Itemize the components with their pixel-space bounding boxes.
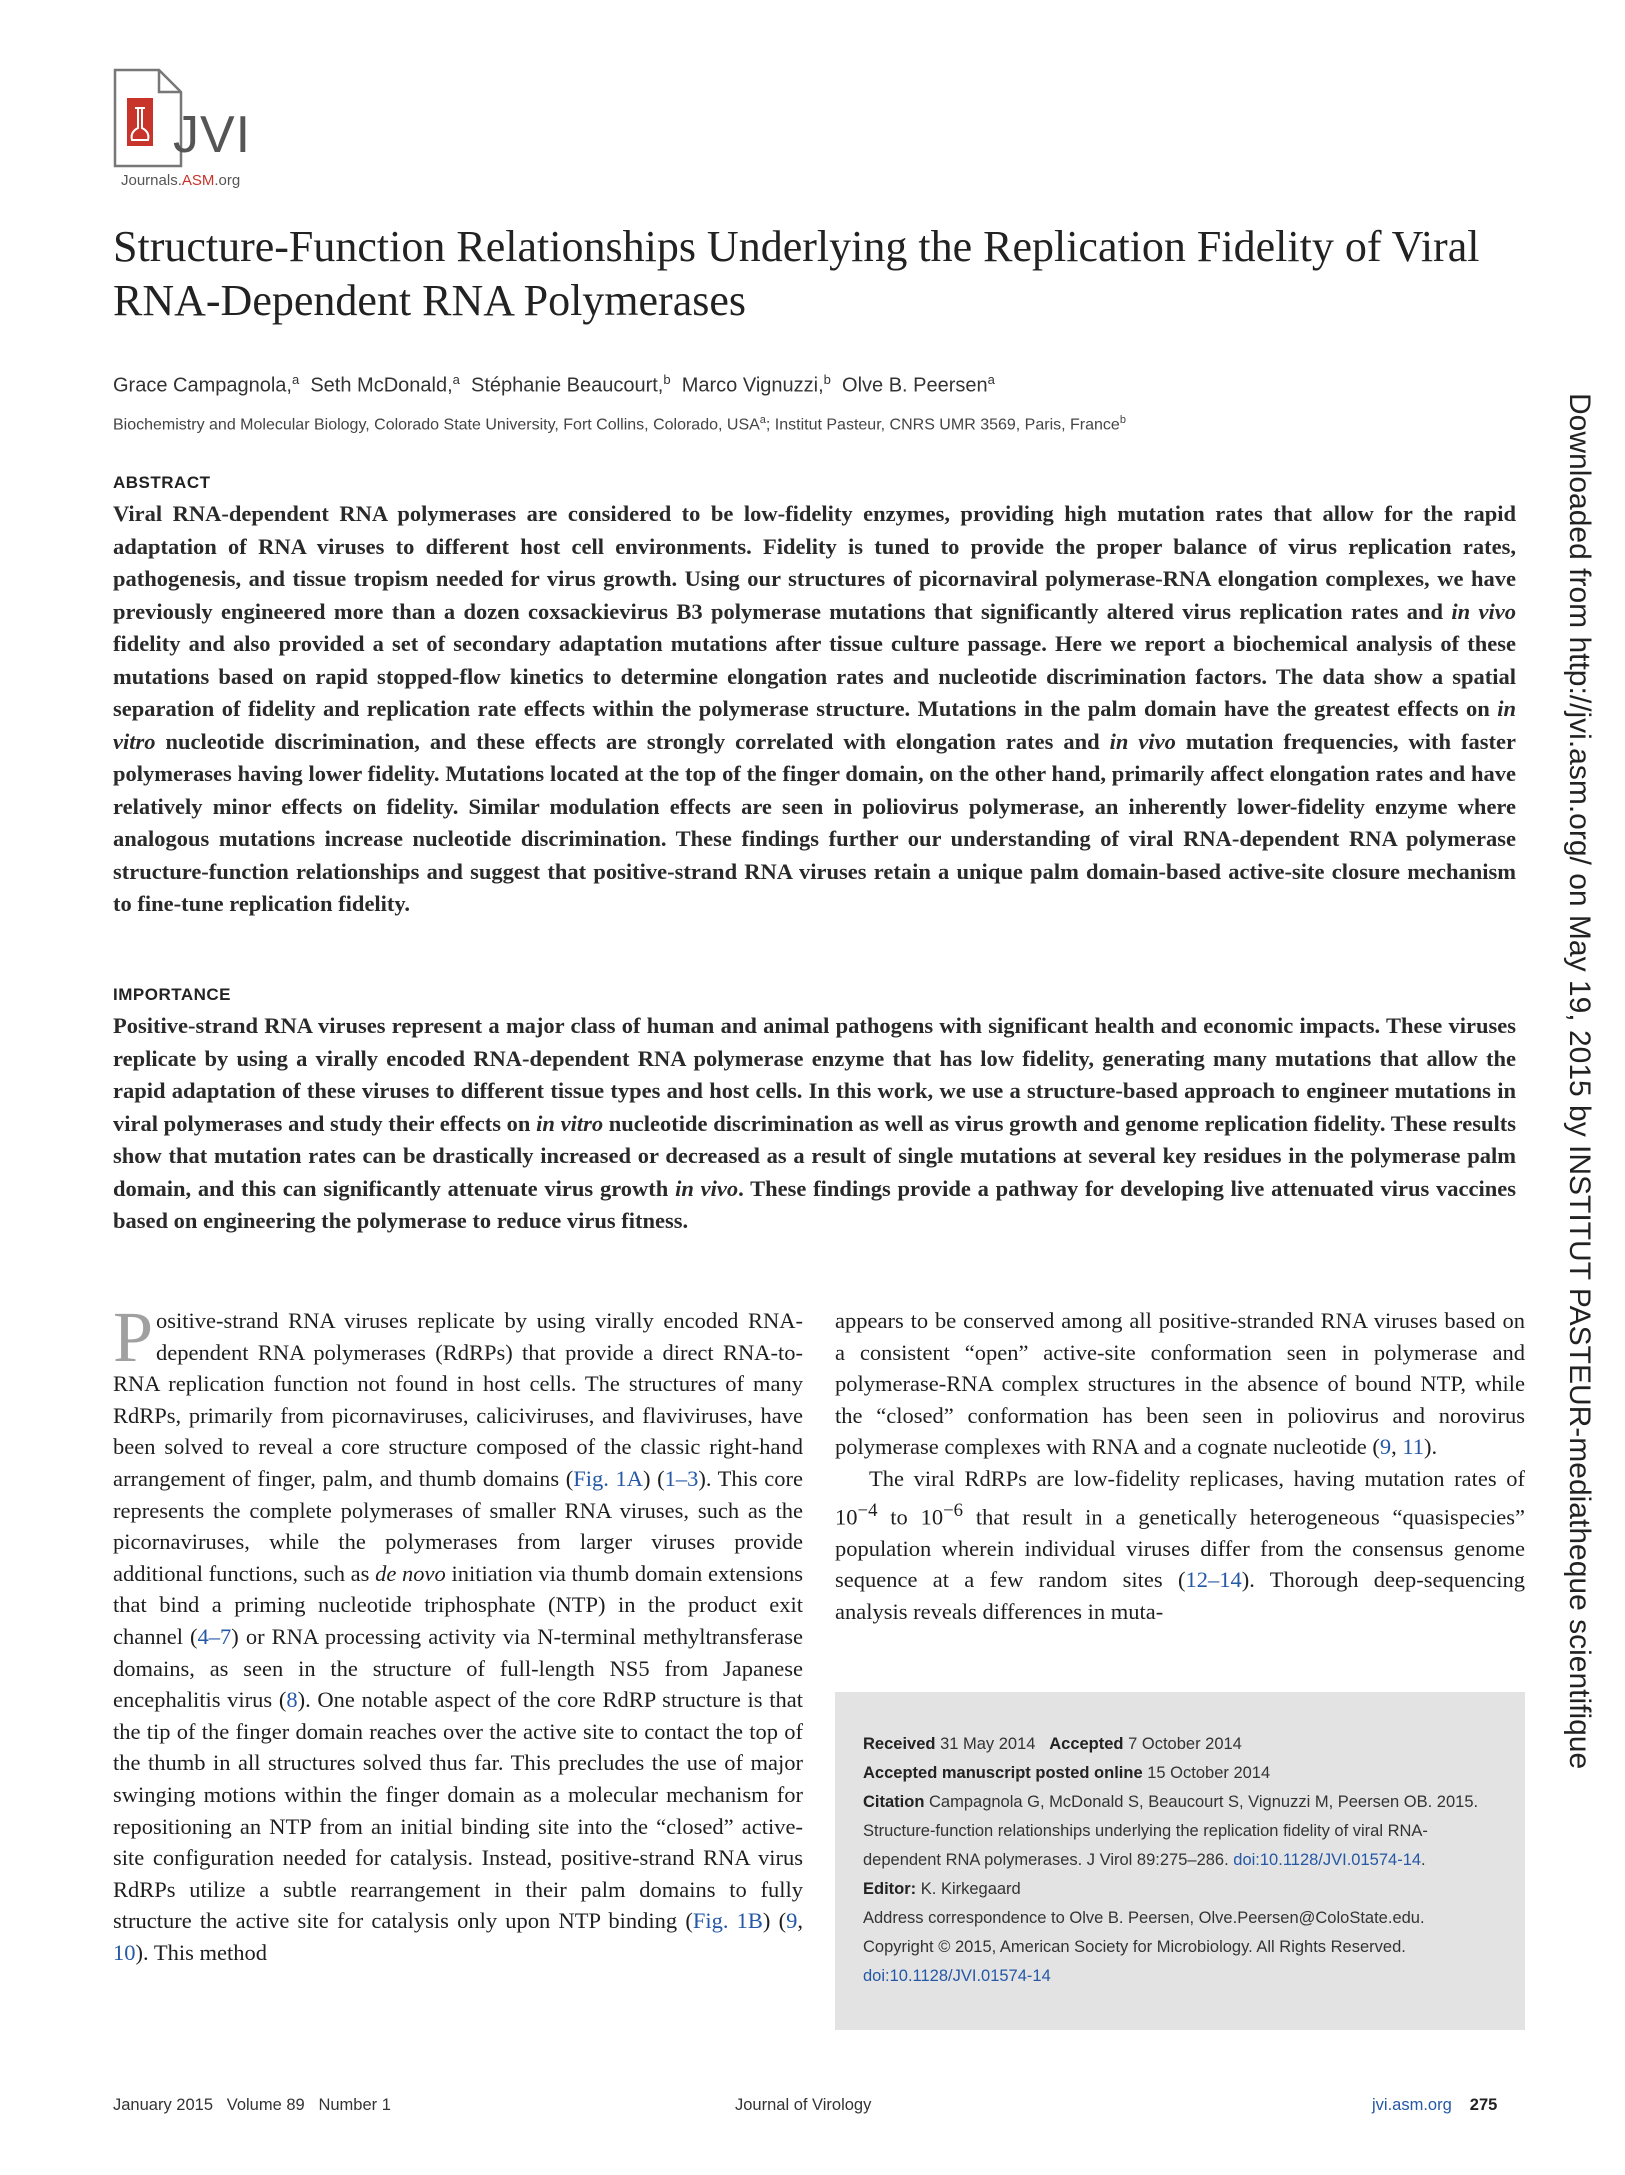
author-name: Grace Campagnola,: [113, 374, 292, 397]
body-paragraph: appears to be conserved among all positive-stranded RNA viruses based on a consistent “open” active-site conformation seen in polymerase and polymerase-RNA complex structures in the absence of bound NTP, while the “closed” conformation has been seen in poliovirus and norovirus polymerase complexes with RNA and a cognate nucleotide (9, 11).: [835, 1308, 1525, 1460]
reference-link[interactable]: 9: [786, 1908, 798, 1934]
figure-link[interactable]: Fig. 1A: [573, 1465, 643, 1491]
footer-journal: Journal of Virology: [735, 2096, 872, 2114]
logo-site: Journals.ASM.org: [121, 172, 241, 189]
reference-link[interactable]: 9: [1379, 1434, 1392, 1460]
body-paragraph: Positive-strand RNA viruses replicate by using virally encoded RNA-dependent RNA polymerases (RdRPs) that provide a direct RNA-to-RNA replication function not found in host cells. The structures of many RdRPs, primarily from picornaviruses, caliciviruses, and flaviviruses, have been solved to reveal a core structure composed of the classic right-hand arrangement of finger, palm, and thumb domains (Fig. 1A) (1–3). This core represents the complete polymerases of smaller RNA viruses, such as the picornaviruses, while the polymerases from larger viruses provide additional functions, such as de novo initiation via thumb domain extensions that bind a priming nucleotide triphosphate (NTP) in the product exit channel (4–7) or RNA processing activity via N-terminal methyltransferase domains, as seen in the structure of full-length NS5 from Japanese encephalitis virus (8). One notable aspect of the core RdRP structure is that the tip of the finger domain reaches over the active site to contact the top of the thumb in all structures solved thus far. This precludes the use of major swinging motions within the finger domain as a molecular mechanism for repositioning an NTP from an initial binding site into the “closed” active-site configuration needed for catalysis. Instead, positive-strand RNA virus RdRPs utilize a subtle rearrangement in their palm domains to fully structure the active site for catalysis only upon NTP binding (Fig. 1B) (9, 10). This method: [113, 1297, 803, 1965]
citation-doi-link[interactable]: doi:10.1128/JVI.01574-14: [1233, 1851, 1422, 1869]
citation: Citation Campagnola G, McDonald S, Beaucourt S, Vignuzzi M, Peersen OB. 2015. Structure-function relationships underlying the replication fidelity of viral RNA-dependent RNA polymerases. J Virol 89:275–286. doi:10.1128/JVI.01574-14.: [863, 1793, 1479, 1869]
logo-text: JVI: [173, 106, 252, 164]
copyright: Copyright © 2015, American Society for Microbiology. All Rights Reserved.: [863, 1938, 1406, 1956]
doi-link[interactable]: doi:10.1128/JVI.01574-14: [863, 1967, 1051, 1985]
journal-site-link[interactable]: jvi.asm.org: [1372, 2096, 1452, 2114]
received-dates: Received 31 May 2014 Accepted 7 October 2014: [863, 1735, 1242, 1753]
online-date: Accepted manuscript posted online 15 October 2014: [863, 1764, 1271, 1782]
body-column-left: [113, 1297, 803, 1968]
body-column-right: [835, 1305, 1525, 1627]
author-name: Seth McDonald,: [310, 374, 453, 397]
journal-logo: [113, 68, 263, 193]
author-name: Stéphanie Beaucourt,: [471, 374, 664, 397]
affiliations: Biochemistry and Molecular Biology, Colorado State University, Fort Collins, Colorado, USA$^a$; Institut Pasteur, CNRS UMR 3569, Paris, France$^b$: [113, 414, 1126, 434]
figure-link[interactable]: Fig. 1B: [692, 1908, 763, 1934]
abstract-heading: ABSTRACT: [113, 473, 211, 492]
footer-issue: January 2015 Volume 89 Number 1: [113, 2096, 391, 2114]
body-paragraph: The viral RdRPs are low-fidelity replicases, having mutation rates of $10^{-4}$ to $10^{-6}$ that result in a genetically heterogeneous “quasispecies” population wherein individual viruses differ from the consensus genome sequence at a few random sites (12–14). Thorough deep-sequencing analysis reveals differences in muta-: [835, 1465, 1525, 1624]
article-info-box: [835, 1692, 1525, 2030]
importance-heading: IMPORTANCE: [113, 985, 232, 1004]
author-list: Grace Campagnola,$^a$ Seth McDonald,$^a$ Stéphanie Beaucourt,$^b$ Marco Vignuzzi,$^b$ Olve B. Peersen$^a$: [113, 372, 995, 397]
article-title: Structure-Function Relationships Underlying the Replication Fidelity of Viral RNA-Dependent RNA Polymerases: [113, 222, 1480, 325]
importance-text: Positive-strand RNA viruses represent a major class of human and animal pathogens with significant health and economic impacts. These viruses replicate by using a virally encoded RNA-dependent RNA polymerase enzyme that has low fidelity, generating many mutations that allow the rapid adaptation of these viruses to different tissue types and host cells. In this work, we use a structure-based approach to engineer mutations in viral polymerases and study their effects on in vitro nucleotide discrimination as well as virus growth and genome replication fidelity. These results show that mutation rates can be drastically increased or decreased as a result of single mutations at several key residues in the polymerase palm domain, and this can significantly attenuate virus growth in vivo. These findings provide a pathway for developing live attenuated virus vaccines based on engineering the polymerase to reduce virus fitness.: [113, 1013, 1516, 1233]
footer-right: [1372, 2096, 1497, 2115]
abstract-text: Viral RNA-dependent RNA polymerases are considered to be low-fidelity enzymes, providing high mutation rates that allow for the rapid adaptation of RNA viruses to different host cell environments. Fidelity is tuned to provide the proper balance of virus replication rates, pathogenesis, and tissue tropism needed for virus growth. Using our structures of picornaviral polymerase-RNA elongation complexes, we have previously engineered more than a dozen coxsackievirus B3 polymerase mutations that significantly altered virus replication rates and in vivo fidelity and also provided a set of secondary adaptation mutations after tissue culture passage. Here we report a biochemical analysis of these mutations based on rapid stopped-flow kinetics to determine elongation rates and nucleotide discrimination factors. The data show a spatial separation of fidelity and replication rate effects within the polymerase structure. Mutations in the palm domain have the greatest effects on in vitro nucleotide discrimination, and these effects are strongly correlated with elongation rates and in vivo mutation frequencies, with faster polymerases having lower fidelity. Mutations located at the top of the finger domain, on the other hand, primarily affect elongation rates and have relatively minor effects on fidelity. Similar modulation effects are seen in poliovirus polymerase, an inherently lower-fidelity enzyme where analogous mutations increase nucleotide discrimination. These findings further our understanding of viral RNA-dependent RNA polymerase structure-function relationships and suggest that positive-strand RNA viruses retain a unique palm domain-based active-site closure mechanism to fine-tune replication fidelity.: [113, 501, 1516, 916]
reference-link[interactable]: 10: [113, 1939, 136, 1965]
page-number: 275: [1469, 2096, 1498, 2114]
reference-link[interactable]: 11: [1402, 1434, 1425, 1460]
author-name: Marco Vignuzzi,: [681, 374, 824, 397]
correspondence: Address correspondence to Olve B. Peersen, Olve.Peersen@ColoState.edu.: [863, 1909, 1425, 1927]
download-watermark: Downloaded from http://jvi.asm.org/ on May 19, 2015 by INSTITUT PASTEUR-mediatheque scientifique: [1563, 393, 1596, 1770]
drop-cap: P: [113, 1297, 154, 1377]
reference-link[interactable]: 1–3: [664, 1465, 699, 1491]
author-name: Olve B. Peersen: [842, 374, 988, 397]
reference-link[interactable]: 8: [286, 1687, 298, 1713]
reference-link[interactable]: 4–7: [197, 1623, 232, 1649]
editor: Editor: K. Kirkegaard: [863, 1880, 1021, 1898]
reference-link[interactable]: 12–14: [1185, 1567, 1242, 1593]
